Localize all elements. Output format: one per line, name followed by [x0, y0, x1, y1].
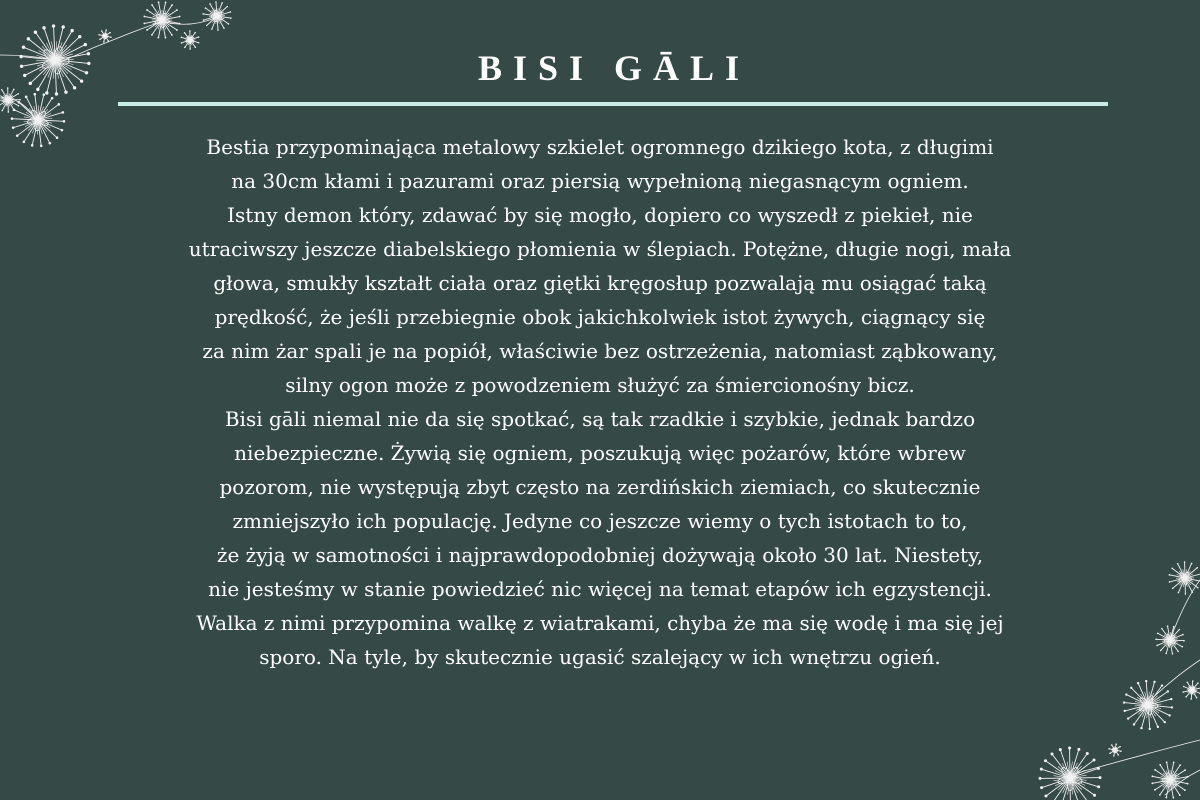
text-line: utraciwszy jeszcze diabelskiego płomienia w ślepiach. Potężne, długie nogi, mała — [188, 237, 1012, 261]
text-line: sporo. Na tyle, by skutecznie ugasić szalejący w ich wnętrzu ogień. — [259, 645, 941, 669]
text-line: zmniejszyło ich populację. Jedyne co jeszcze wiemy o tych istotach to to, — [232, 509, 968, 533]
text-line: głowa, smukły kształt ciała oraz giętki kręgosłup pozwalają mu osiągać taką — [213, 271, 987, 295]
text-line: niebezpieczne. Żywią się ogniem, poszukują więc pożarów, które wbrew — [234, 441, 966, 465]
title-underline — [118, 102, 1108, 106]
text-line: silny ogon może z powodzeniem służyć za śmiercionośny bicz. — [285, 373, 915, 397]
text-line: Bisi gāli niemal nie da się spotkać, są tak rzadkie i szybkie, jednak bardzo — [224, 407, 976, 431]
text-line: za nim żar spali je na popiół, właściwie bez ostrzeżenia, natomiast ząbkowany, — [202, 339, 998, 363]
text-line: na 30cm kłami i pazurami oraz piersią wypełnioną niegasnącym ogniem. — [231, 169, 969, 193]
text-line: że żyją w samotności i najprawdopodobniej dożywają około 30 lat. Niestety, — [216, 543, 984, 567]
page-title: BISI GĀLI — [477, 48, 751, 88]
text-line: pozorom, nie występują zbyt często na zerdińskich ziemiach, co skutecznie — [219, 475, 981, 499]
description-text — [150, 130, 1050, 674]
text-line: Bestia przypominająca metalowy szkielet ogromnego dzikiego kota, z długimi — [206, 135, 994, 159]
text-line: nie jesteśmy w stanie powiedzieć nic więcej na temat etapów ich egzystencji. — [208, 577, 992, 601]
text-line: prędkość, że jeśli przebiegnie obok jakichkolwiek istot żywych, ciągnący się — [214, 305, 986, 329]
text-line: Istny demon który, zdawać by się mogło, dopiero co wyszedł z piekieł, nie — [227, 203, 973, 227]
text-line: Walka z nimi przypomina walkę z wiatrakami, chyba że ma się wodę i ma się jej — [196, 611, 1004, 635]
